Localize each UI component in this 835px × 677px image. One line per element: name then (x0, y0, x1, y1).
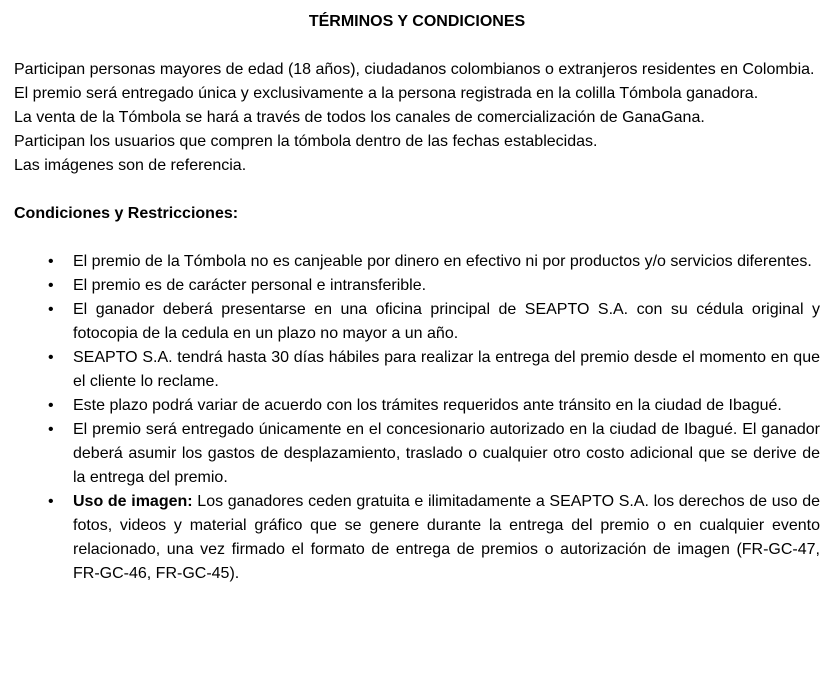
paragraph-sales-channels: La venta de la Tómbola se hará a través de todos los canales de comercialización de GanaGana. (14, 109, 705, 126)
list-item-delivery-term: • SEAPTO S.A. tendrá hasta 30 días hábiles para realizar la entrega del premio desde el momento en que el cliente lo reclame. (14, 346, 820, 394)
list-item-claim-office: • El ganador deberá presentarse en una oficina principal de SEAPTO S.A. con su cédula original y fotocopia de la cedula en un plazo no mayor a un año. (14, 298, 820, 346)
conditions-list (14, 250, 820, 586)
document-title: TÉRMINOS Y CONDICIONES (308, 13, 526, 30)
list-item-no-cash: • El premio de la Tómbola no es canjeable por dinero en efectivo ni por productos y/o servicios diferentes. (14, 250, 820, 274)
section-heading-conditions: Condiciones y Restricciones: (14, 205, 239, 222)
list-item-image-rights (14, 490, 820, 586)
list-item-transit-delays: • Este plazo podrá variar de acuerdo con los trámites requeridos ante tránsito en la ciudad de Ibagué. (14, 394, 820, 418)
paragraph-reference-images: Las imágenes son de referencia. (14, 157, 247, 174)
image-rights-text: Los ganadores ceden gratuita e ilimitadamente a SEAPTO S.A. los derechos de uso de fotos, videos y material gráfico que se genere durante la entrega del premio o en cualquier evento relacionado, una vez firmado el formato de entrega de premios o autorización de imagen (FR-GC-47, FR-GC-46, FR-GC-45). (73, 493, 821, 582)
paragraph-purchase-dates: Participan los usuarios que compren la tómbola dentro de las fechas establecidas. (14, 133, 598, 150)
image-rights-label: Uso de imagen: (73, 493, 198, 510)
list-item-personal: • El premio es de carácter personal e intransferible. (14, 274, 820, 298)
list-item-delivery-location: • El premio será entregado únicamente en el concesionario autorizado en la ciudad de Ibagué. El ganador deberá asumir los gastos de desplazamiento, traslado o cualquier otro costo adicional que se derive de la entrega del premio. (14, 418, 820, 490)
paragraph-prize-delivery: El premio será entregado única y exclusivamente a la persona registrada en la colilla Tómbola ganadora. (14, 85, 759, 102)
paragraph-eligibility: Participan personas mayores de edad (18 años), ciudadanos colombianos o extranjeros residentes en Colombia. (14, 61, 815, 78)
